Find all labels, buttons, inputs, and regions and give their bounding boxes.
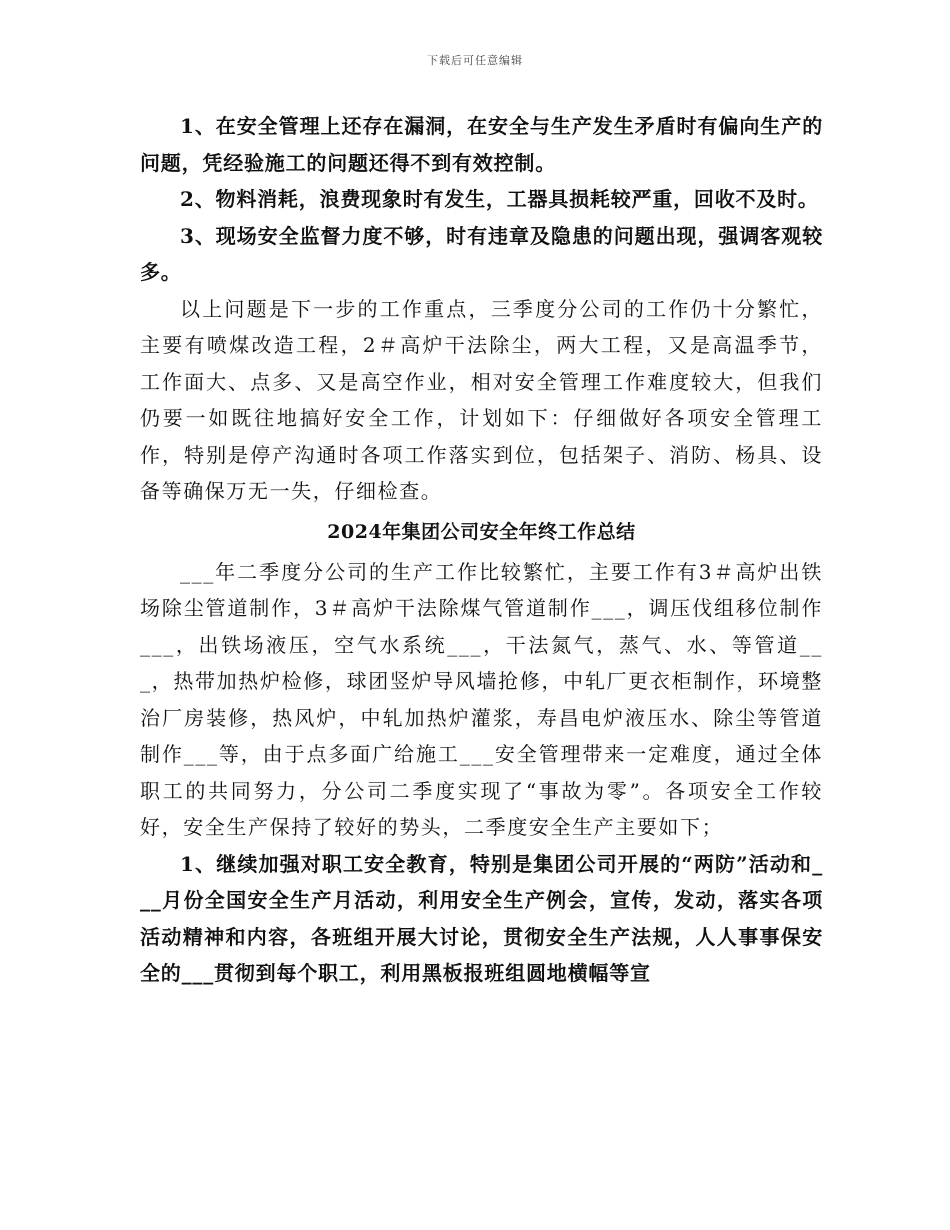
summary-item-1: 1、继续加强对职工安全教育，特别是集团公司开展的“两防”活动和___月份全国安全生产月活动，利用安全生产例会，宣传，发动，落实各项活动精神和内容，各班组开展大讨论，贯彻安全生产法规，人人事事保安全的___贯彻到每个职工，利用黑板报班组圆地横幅等宣 <box>140 851 823 985</box>
section-title: 2024年集团公司安全年终工作总结 <box>327 520 636 543</box>
problem-item-2: 2、物料消耗，浪费现象时有发生，工器具损耗较严重，回收不及时。 <box>180 187 819 211</box>
plan-paragraph: 以上问题是下一步的工作重点，三季度分公司的工作仍十分繁忙，主要有喷煤改造工程，2＃高炉干法除尘，两大工程，又是高温季节，工作面大、点多、又是高空作业，相对安全管理工作难度较大，但我们仍要一如既往地搞好安全工作，计划如下：仔细做好各项安全管理工作，特别是停产沟通时各项工作落实到位，包括架子、消防、杨具、设备等确保万无一失，仔细检查。 <box>140 296 823 503</box>
document-body <box>140 108 823 992</box>
summary-intro-paragraph: ___年二季度分公司的生产工作比较繁忙，主要工作有3＃高炉出铁场除尘管道制作，3＃高炉干法除煤气管道制作___，调压伐组移位制作___，出铁场液压，空气水系统___，干法氮气，蒸气、水、等管道___，热带加热炉检修，球团竖炉导风墙抢修，中轧厂更衣柜制作，环境整治厂房装修，热风炉，中轧加热炉灌浆，寿昌电炉液压水、除尘等管道制作___等，由于点多面广给施工___安全管理带来一定难度，通过全体职工的共同努力，分公司二季度实现了“事故为零”。各项安全工作较好，安全生产保持了较好的势头，二季度安全生产主要如下； <box>140 559 823 839</box>
page-header-note: 下载后可任意编辑 <box>427 54 523 67</box>
problem-item-3: 3、现场安全监督力度不够，时有违章及隐患的问题出现，强调客观较多。 <box>140 223 823 284</box>
problem-item-1: 1、在安全管理上还存在漏洞，在安全与生产发生矛盾时有偏向生产的问题，凭经验施工的问题还得不到有效控制。 <box>140 114 823 175</box>
